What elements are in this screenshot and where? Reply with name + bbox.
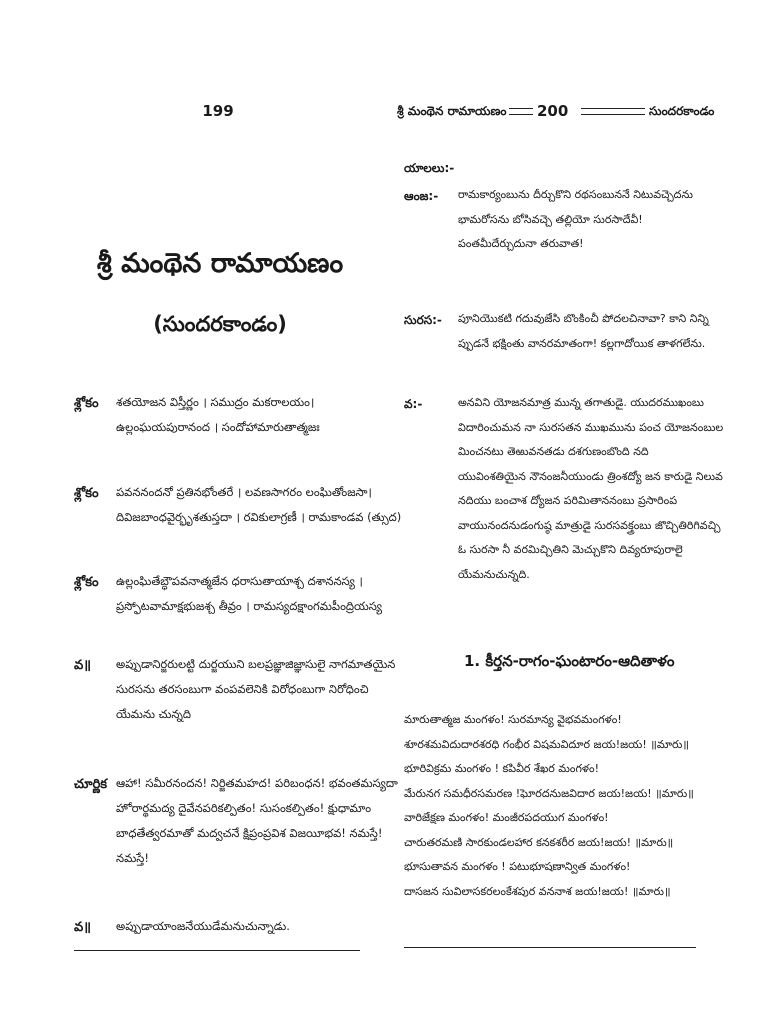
prose-line: నదియు బంచాశ ద్యోజన పరిమితాననంబు ప్రసారింప [458,494,678,507]
verse-line: ప్రస్ఫోటవామాక్షభుజశ్చ తీవ్రం । రామస్యదక్షాంగమపీంద్రియస్య [116,599,383,613]
verse-line: శతయోజన విస్తీర్ణం । సముద్రం మకరాలయం। [116,395,315,409]
header-double-rule [509,108,533,115]
churnika-line: హోరార్థమద్య దైవేనపరికల్పితం! సుసంకల్పితం! క్షుధామాం [116,801,372,815]
verse-label: శ్లోకం [74,486,99,501]
prose-text [116,914,370,939]
prose-line: అప్పుడానిర్జరులట్టి దుర్జయుని బలప్రజ్ఞాజిజ్ఞాసులై నాగమాతయైన [116,657,396,671]
kirtana-text [404,708,704,904]
churnika-text [116,771,398,871]
dialogue-line: రామకార్యంబును దీర్చుకొని రథసంబుననే నిటువచ్చెదను [458,188,693,201]
prose-text [458,391,724,587]
verse-text [116,390,370,440]
verse-line: దివిజబాంధవైర్భృశతుస్తదా । రవికులాగ్రణీ । రామకాండవ (త్సుద) [116,510,402,524]
header-double-rule [581,108,645,115]
churnika-label: చూర్ణిక [74,777,108,792]
verse-label: శ్లోకం [74,396,99,411]
kirtana-title: 1. కీర్తన-రాగం-ఘంటారం-ఆదితాళం [464,652,675,670]
verse-line: ఉల్లంఘయపురానంద । సందోహామారుతాత్మజః [116,420,320,434]
churnika-line: ఆహా! సమీరనందన! నిర్జితమహద! పరిబంధన! భవంతమస్యదా [116,776,398,790]
bottom-rule [404,947,696,948]
dialogue-line: ప్పుడనే భక్షింతు వానరమాతంగా! కల్లగాదోయిక తాళగలేను. [458,336,706,350]
verse-line: ఉల్లంఘితేబ్ధౌపవనాత్మజేన ధరాసుతాయాశ్చ దశాననస్య । [116,574,363,588]
dialogue-line: భామరోసను బోసివచ్చె తల్లియో సురసాదేవీ! [458,212,643,226]
prose-label: వ॥ [74,920,92,935]
kirtana-line: వారిజేక్షణ మంగళం! మంజీరపదయుగ మంగళం! [404,811,609,824]
prose-line: సురసను తరసంబుగా వంపవలెనికి విరోధంబుగా నిరోధించి [116,682,369,696]
prose-line: యేమనుచున్నది. [458,567,530,581]
dialogue-line: పంతమీదేర్చుదునా తరువాత! [458,237,584,250]
verse-line: పవననందనో ప్రతినభోంతరే । లవణసాగరం లంఘితోంజసా। [116,485,372,499]
kirtana-line: మేరునగ సమధీరసమరణ !ఘోరదనుజవిదార జయ!జయ! ॥మారు॥ [404,786,694,800]
header-section-title: సుందరకాండం [649,104,715,118]
dialogue-text [458,183,714,257]
verse-text [116,480,402,530]
kirtana-line: దాసజన సువిలాసకరలంకేశపుర వననాశ జయ!జయ! ॥మారు॥ [404,884,671,898]
prose-label: వ॥ [74,658,92,673]
dialogue-line: పూనియెుకటి గదువుజేసి బొంకించీ పోదలచినావా? కాని నిన్ని [458,312,709,325]
prose-text [116,652,396,727]
churnika-line: బాధతేత్వరమాతో మద్వచనే క్షిప్రంప్రవిశ విజయీభవ! నమస్తే! [116,826,383,840]
kirtana-line: భూరివిక్రమ మంగళం ! కపివీర శేఖర మంగళం! [404,762,600,775]
prose-line: విదారించుమన నా సురసతన ముఖమును పంచ యోజనంబుల [458,420,724,434]
prose-line: అనవిని యోజనమాత్ర మున్న తగాతుడై. యుదరముఖంబు [458,396,704,409]
prose-line: అప్పుడాయాంజనేయుడేమనుచున్నాడు. [116,919,290,933]
kirtana-line: మారుతాత్మజ మంగళం! సురమాన్య వైభవమంగళం! [404,713,622,726]
kirtana-line: భూసుతావన మంగళం ! పటుభూషణాన్విత మంగళం! [404,860,631,873]
page-number: 199 [202,102,234,120]
book-subtitle: (సుందరకాండం) [153,312,287,336]
prose-line: వాయునందనుడంగుష్ఠ మాత్రుడై సురసవక్త్రంబు జొచ్చితిరిగివచ్చి [458,518,721,532]
prose-line: యేమను చున్నది [116,707,191,721]
kirtana-line: చారుతరమణి సారకుండలహార కనకశరీర జయ!జయ! ॥మారు॥ [404,835,674,849]
kirtana-line: శూరశమవిదుదారశరధి గంభీర విషమవిదూర జయ!జయ! ॥మారు॥ [404,737,689,751]
speaker-label: సురస:- [404,313,442,327]
prose-line: ఓ సురసా నీ వరమిచ్చితిని మెచ్చుకొని దివ్యరూపురాలై [458,543,683,556]
book-title: శ్రీ మంథెన రామాయణం [96,248,344,279]
header-book-title: శ్రీ మంథెన రామాయణం [397,104,507,118]
prose-label: వ:- [404,397,423,411]
speaker-label: ఆంజ:- [404,189,439,203]
prose-line: మించనటు తెఱువనతడు దశగుణంబొంది నది [458,445,649,458]
right-page [384,0,768,1024]
prose-line: యువింశతియైన నౌనంజనీయుండు త్రింశద్యో జన కారుడై నిలువ [458,469,723,483]
bottom-rule [74,950,360,951]
dialogue-text [458,307,714,356]
dialogue-heading-label: యాలలు:- [404,161,455,175]
verse-text [116,569,383,619]
page-number: 200 [537,102,569,120]
churnika-line: నమస్తే! [116,851,149,865]
verse-label: శ్లోకం [74,575,99,590]
running-header [397,102,715,124]
